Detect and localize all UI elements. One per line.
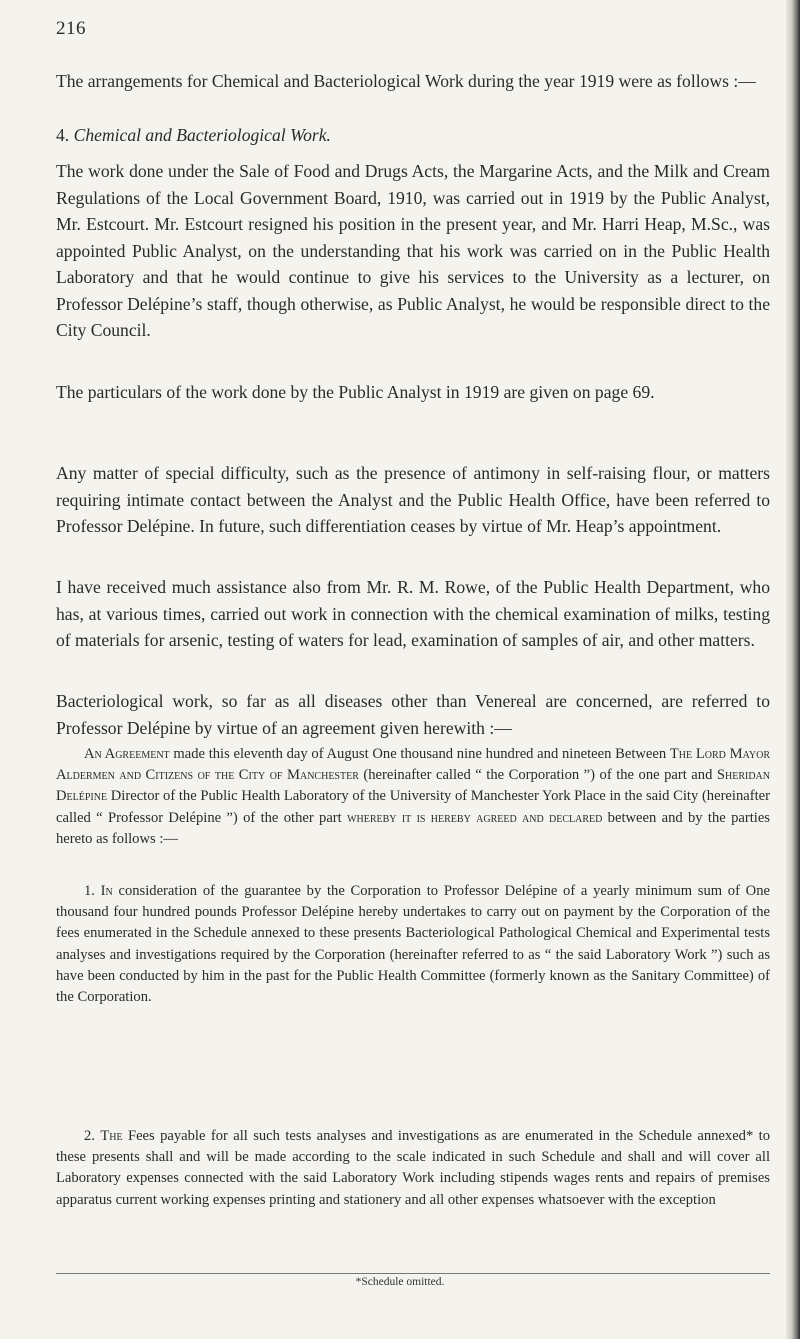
clause-1-text: consideration of the guarantee by the Corporation to Professor Delépine of a yearly minimum sum of One thousand four hundred pounds Professor Delépine hereby undertakes to carry out on payment by the Corporation of the fees enumerated in the Schedule annexed to these presents Bacteriological Pathological Chemical and Experimental tests analyses and investigations required by the Corporation (hereinafter referred to as “ the said Laboratory Work ”) such as have been conducted by him in the past for the Public Health Committee (formerly known as the Sanitary Committee) of the Corporation. [56,883,770,1006]
section-number: 4. [56,125,70,145]
page-number: 216 [56,18,86,39]
paragraph-bacteriological: Bacteriological work, so far as all diseases other than Venereal are concerned, are referred to Professor Delépine by virtue of an agreement given herewith :— [56,691,770,738]
agreement-paragraph [56,744,770,850]
clause-1-sc: In [100,883,113,899]
footnote: *Schedule omitted. [355,1276,445,1288]
clause-2 [56,1126,770,1211]
clause-1 [56,881,770,1008]
agreement-sc-1: An Agreement [84,746,170,762]
agreement-sc-3: Sheridan Delépine [56,767,771,805]
intro-paragraph: The arrangements for Chemical and Bacteriological Work during the year 1919 were as follows :— [56,71,756,91]
clause-2-text: Fees payable for all such tests analyses and investigations as are enumerated in the Schedule annexed* to these presents shall and will be made according to the scale indicated in such Schedule and shall and will cover all Laboratory expenses connected with the said Laboratory Work including stipends wages rents and repairs of premises apparatus current working expenses printing and stationery and all other expenses whatsoever with the exception [56,1128,770,1208]
agreement-text-1: made this eleventh day of August One thousand nine hundred and nineteen Between [169,746,670,762]
section-heading [56,125,331,146]
clause-2-sc: The [100,1128,123,1144]
footnote-divider [56,1273,770,1274]
agreement-text-3: Director of the Public Health Laboratory of the University of Manchester York Place in the said City (hereinafter called “ Professor Delépine ”) of the other part [56,788,770,826]
agreement-sc-4: whereby it is hereby agreed and declared [347,809,603,826]
paragraph-special-difficulty: Any matter of special difficulty, such as the presence of antimony in self-raising flour, or matters requiring intimate contact between the Analyst and the Public Health Office, have been referred to Professor Delépine. In future, such differentiation ceases by virtue of Mr. Heap’s appointment. [56,463,770,536]
paragraph-particulars: The particulars of the work done by the Public Analyst in 1919 are given on page 69. [56,382,655,402]
agreement-text-4: between and by the parties hereto as follows :— [56,809,770,847]
section-title: Chemical and Bacteriological Work. [73,125,331,145]
agreement-sc-2: The Lord Mayor Aldermen and Citizens of the City of Manchester [56,746,770,784]
clause-1-number: 1. [84,883,101,899]
paragraph-assistance: I have received much assistance also from Mr. R. M. Rowe, of the Public Health Department, who has, at various times, carried out work in connection with the chemical examination of milks, testing of materials for arsenic, testing of waters for lead, examination of samples of air, and other matters. [56,577,770,650]
page-edge-shadow [786,0,800,1339]
paragraph-public-analyst: The work done under the Sale of Food and Drugs Acts, the Margarine Acts, and the Milk and Cream Regulations of the Local Government Board, 1910, was carried out in 1919 by the Public Analyst, Mr. Estcourt. Mr. Estcourt resigned his position in the present year, and Mr. Harri Heap, M.Sc., was appointed Public Analyst, on the understanding that his work was carried on in the Public Health Laboratory and that he would continue to give his services to the University as a lecturer, on Professor Delépine’s staff, though otherwise, as Public Analyst, he would be responsible direct to the City Council. [56,161,770,340]
clause-2-number: 2. [84,1128,101,1144]
agreement-text-2: (hereinafter called “ the Corporation ”) of the one part and [358,767,717,784]
